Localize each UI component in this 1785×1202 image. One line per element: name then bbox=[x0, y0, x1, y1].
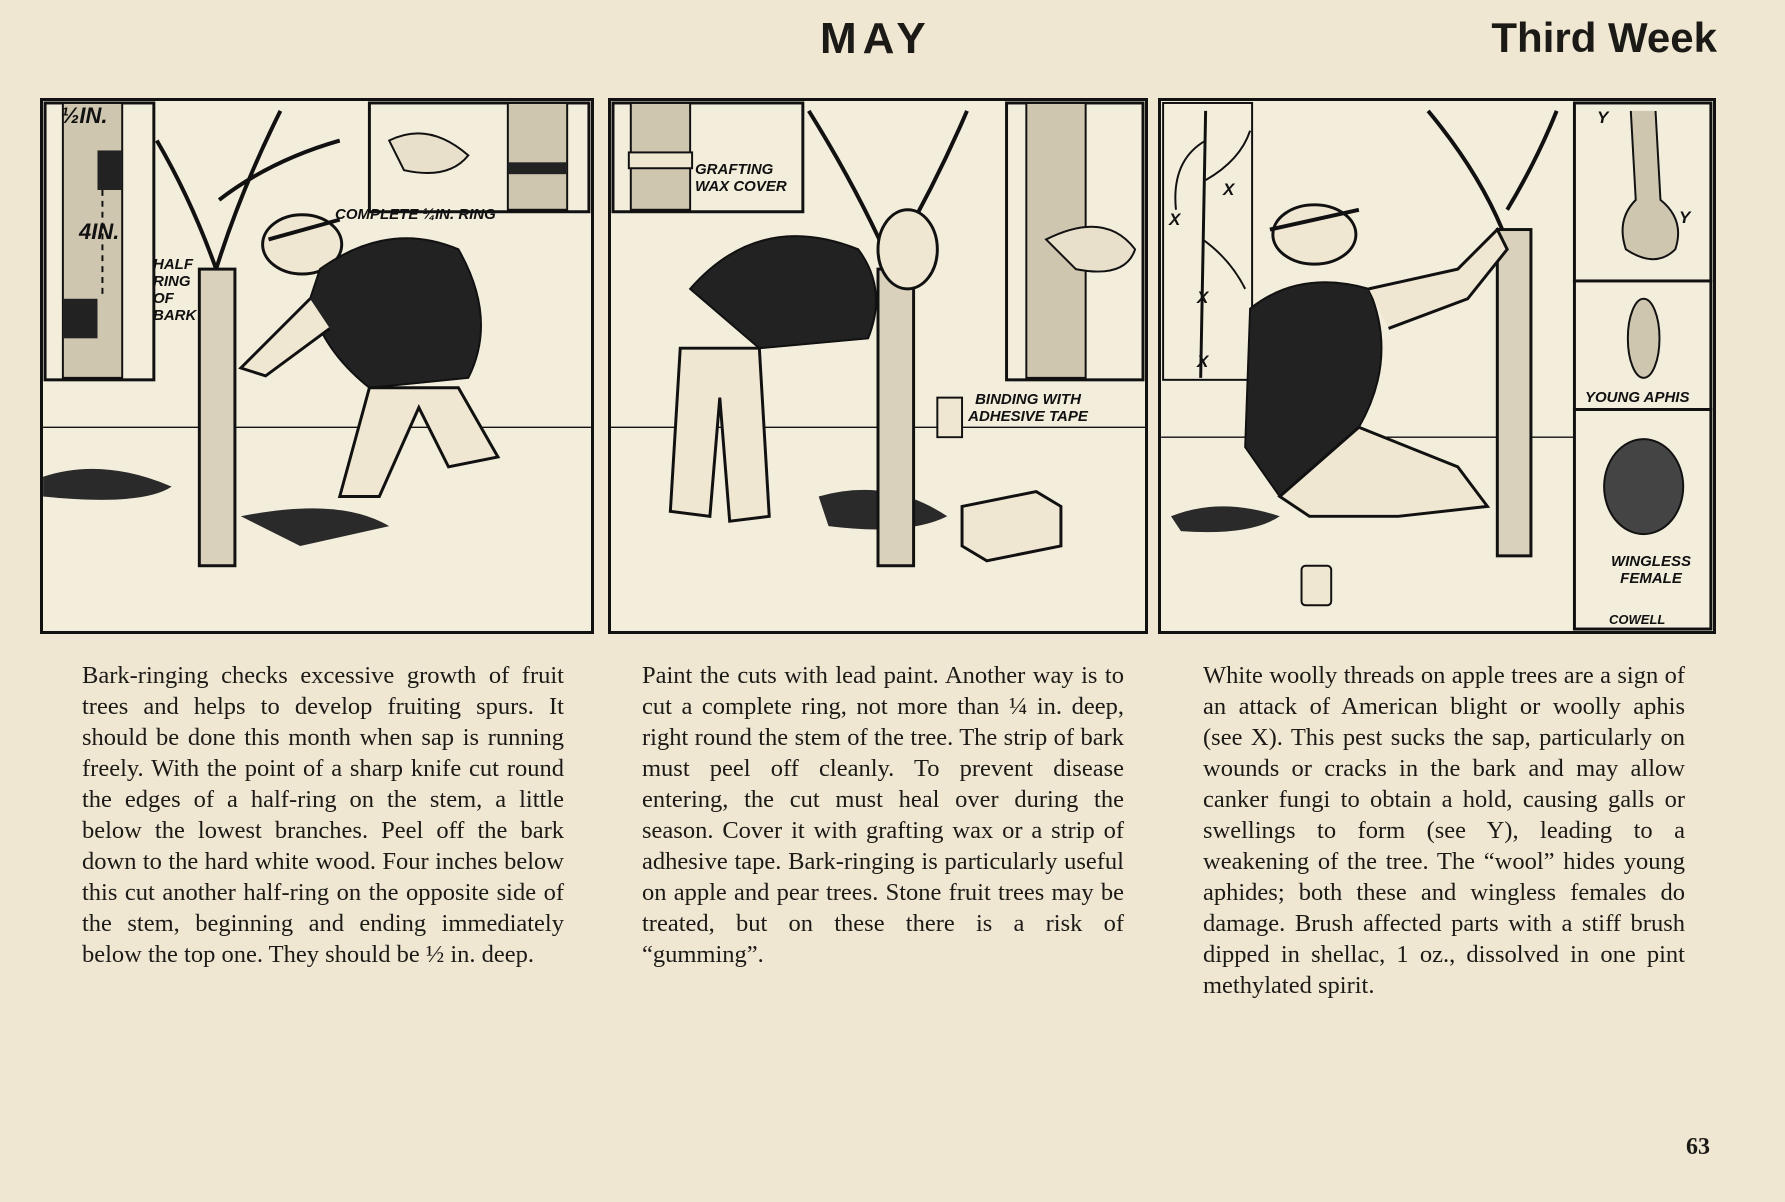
label-grafting-wax-cover: GRAFTING WAX COVER bbox=[695, 161, 787, 195]
label-half-ring-of-bark: HALF RING OF BARK bbox=[153, 256, 197, 324]
label-half-inch: ½IN. bbox=[61, 103, 108, 128]
week-heading: Third Week bbox=[1491, 14, 1717, 61]
text-column-1: Bark-ringing checks excessive growth of fruit trees and helps to develop fruiting spurs. It should be done this month when sap is running freely. With the point of a sharp knife cut round the edges of a half-ring on the stem, a little below the lowest branches. Peel off the bark down to the hard white wood. Four inches below this cut another half-ring on the opposite side of the stem, beginning and ending immediately below the top one. They should be ½ in. deep. bbox=[82, 662, 564, 968]
illustration-woolly-aphis bbox=[1158, 98, 1716, 634]
mark-y-2: Y bbox=[1679, 208, 1691, 227]
mark-x-1: X bbox=[1169, 210, 1181, 229]
month-heading: MAY bbox=[820, 14, 932, 63]
bark-ringing-drawing bbox=[43, 101, 591, 631]
woolly-aphis-drawing bbox=[1161, 101, 1713, 631]
mark-x-2: X bbox=[1223, 180, 1235, 199]
label-four-inch: 4IN. bbox=[79, 219, 120, 244]
mark-y-1: Y bbox=[1597, 108, 1609, 127]
mark-x-3: X bbox=[1197, 288, 1209, 307]
illustration-bark-ringing bbox=[40, 98, 594, 634]
text-column-2: Paint the cuts with lead paint. Another way is to cut a complete ring, not more than ¼ in. deep, right round the stem of the tree. The strip of bark must peel off cleanly. To prevent disease entering, the cut must heal over during the season. Cover it with grafting wax or a strip of adhesive tape. Bark-ringing is particularly useful on apple and pear trees. Stone fruit trees may be treated, but on these there is a risk of “gumming”. bbox=[642, 662, 1124, 968]
label-young-aphis: YOUNG APHIS bbox=[1585, 389, 1690, 406]
text-column-3: White woolly threads on apple trees are a sign of an attack of American blight or woolly aphis (see X). This pest sucks the sap, particularly on wounds or cracks in the bark and may allow canker fungi to obtain a hold, causing galls or swellings to form (see Y), leading to a weakening of the tree. The “wool” hides young aphides; both these and wingless females do damage. Brush affected parts with a stiff brush dipped in shellac, 1 oz., dissolved in one pint methylated spirit. bbox=[1203, 662, 1685, 999]
artist-signature: COWELL bbox=[1609, 612, 1666, 627]
painting-cuts-drawing bbox=[611, 101, 1145, 631]
mark-x-4: X bbox=[1197, 352, 1209, 371]
label-wingless-female: WINGLESS FEMALE bbox=[1610, 553, 1691, 587]
label-binding-adhesive-tape: BINDING WITH ADHESIVE TAPE bbox=[968, 391, 1088, 425]
label-complete-ring: COMPLETE ¼IN. RING bbox=[335, 206, 496, 223]
illustration-painting-cuts bbox=[608, 98, 1148, 634]
page-number: 63 bbox=[1686, 1134, 1710, 1160]
